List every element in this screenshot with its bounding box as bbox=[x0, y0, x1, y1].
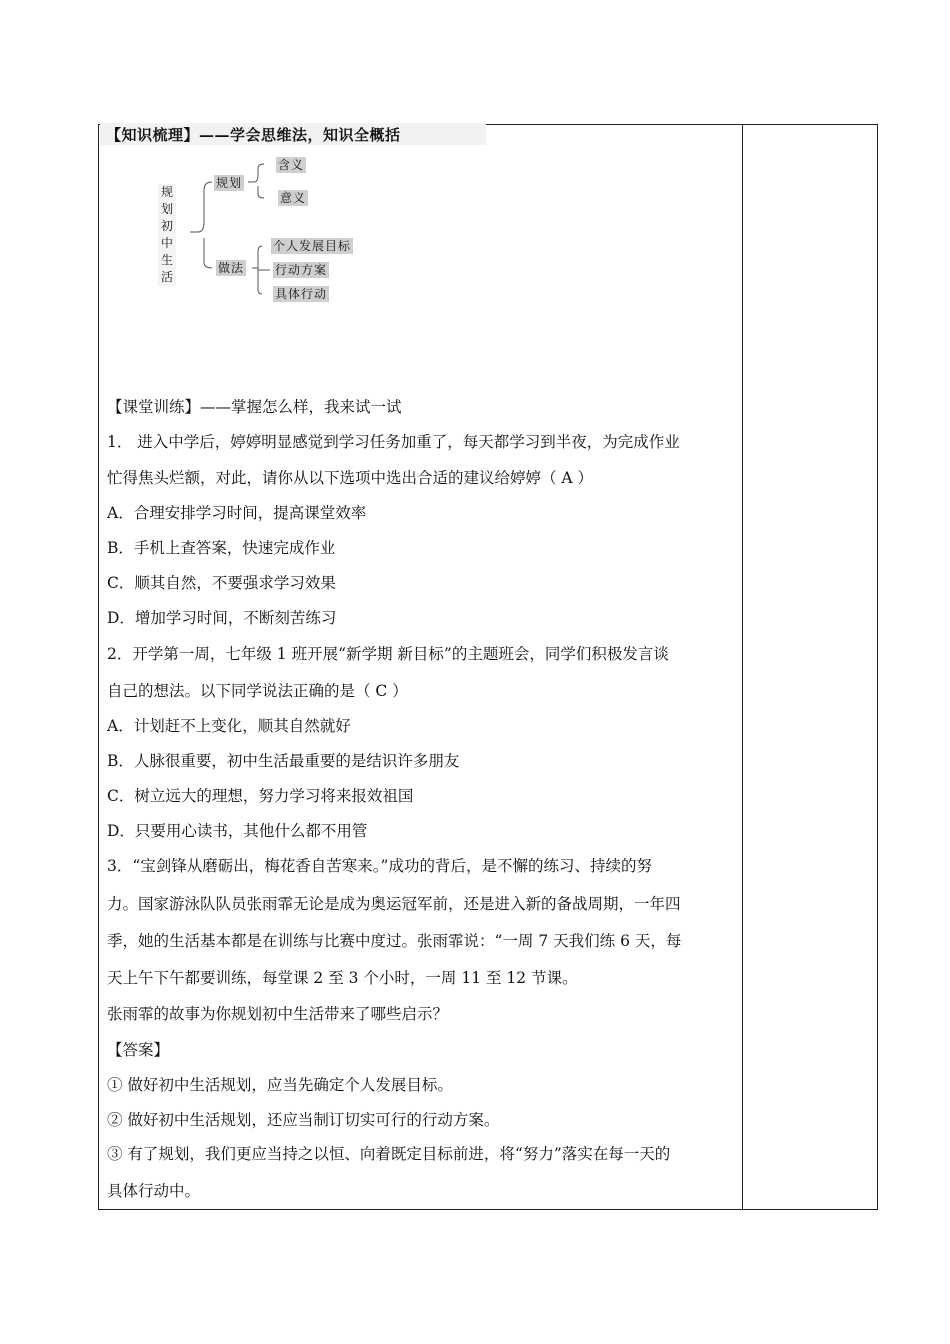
knowledge-header: 【知识梳理】——学会思维法，知识全概括 bbox=[106, 126, 401, 144]
text-line: 1． 进入中学后，婷婷明显感觉到学习任务加重了，每天都学习到半夜，为完成作业 bbox=[107, 433, 680, 451]
mindmap-node-meaning: 含义 bbox=[278, 158, 305, 172]
text-line: 2．开学第一周，七年级 1 班开展“新学期 新目标”的主题班会，同学们积极发言谈 bbox=[107, 645, 669, 663]
mindmap-node-significance: 意义 bbox=[280, 191, 307, 205]
answer-line: ① 做好初中生活规划，应当先确定个人发展目标。 bbox=[107, 1076, 453, 1094]
mindmap-node-goal: 个人发展目标 bbox=[273, 239, 352, 253]
option-line: B．人脉很重要，初中生活最重要的是结识许多朋友 bbox=[107, 752, 460, 770]
training-header: 【课堂训练】——掌握怎么样，我来试一试 bbox=[107, 398, 402, 416]
text-line: 天上午下午都要训练，每堂课 2 至 3 个小时，一周 11 至 12 节课。 bbox=[107, 969, 578, 987]
text-line: 季，她的生活基本都是在训练与比赛中度过。张雨霏说：“一周 7 天我们练 6 天，每 bbox=[107, 932, 682, 950]
option-line: A．合理安排学习时间，提高课堂效率 bbox=[107, 504, 367, 522]
mindmap-branch-plan: 规划 bbox=[216, 176, 243, 190]
option-line: C．树立远大的理想，努力学习将来报效祖国 bbox=[107, 787, 414, 805]
mindmap-node-action: 具体行动 bbox=[275, 287, 328, 301]
option-line: A．计划赶不上变化，顺其自然就好 bbox=[107, 717, 351, 735]
mindmap-connectors bbox=[0, 0, 950, 320]
text-line: 自己的想法。以下同学说法正确的是（ C ） bbox=[107, 682, 408, 700]
mindmap-root: 规 划 初 中 生 活 bbox=[158, 184, 176, 286]
text-line: 力。国家游泳队队员张雨霏无论是成为奥运冠军前，还是进入新的备战周期，一年四 bbox=[107, 895, 681, 913]
mindmap-branch-method: 做法 bbox=[218, 261, 245, 275]
answer-line: ② 做好初中生活规划，还应当制订切实可行的行动方案。 bbox=[107, 1111, 500, 1129]
answer-line: 具体行动中。 bbox=[107, 1182, 201, 1200]
option-line: D．只要用心读书，其他什么都不用管 bbox=[107, 822, 368, 840]
option-line: C．顺其自然，不要强求学习效果 bbox=[107, 574, 336, 592]
text-line: 忙得焦头烂额，对此，请你从以下选项中选出合适的建议给婷婷（ A ） bbox=[107, 469, 594, 487]
option-line: B．手机上查答案，快速完成作业 bbox=[107, 539, 336, 557]
text-line: 3．“宝剑锋从磨砺出，梅花香自苦寒来。”成功的背后，是不懈的练习、持续的努 bbox=[107, 857, 652, 875]
mindmap-node-plan: 行动方案 bbox=[275, 263, 328, 277]
question-prompt: 张雨霏的故事为你规划初中生活带来了哪些启示？ bbox=[107, 1005, 449, 1023]
answer-header: 【答案】 bbox=[107, 1041, 170, 1059]
option-line: D．增加学习时间，不断刻苦练习 bbox=[107, 609, 337, 627]
answer-line: ③ 有了规划，我们更应当持之以恒、向着既定目标前进，将“努力”落实在每一天的 bbox=[107, 1145, 671, 1163]
